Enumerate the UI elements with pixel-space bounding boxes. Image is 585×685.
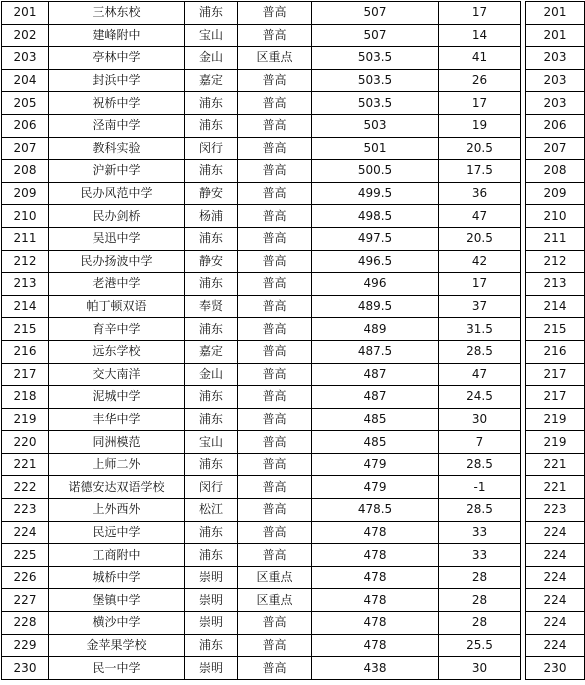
score-diff-cell: 17.5: [439, 160, 521, 183]
school-name-cell: 民办扬波中学: [49, 250, 185, 273]
school-name-cell: 老港中学: [49, 273, 185, 296]
district-cell: 浦东: [185, 453, 238, 476]
score-cell: 485: [312, 431, 439, 454]
score-diff-cell: 37: [439, 295, 521, 318]
district-cell: 浦东: [185, 273, 238, 296]
district-cell: 静安: [185, 182, 238, 205]
school-name-cell: 三林东校: [49, 2, 185, 25]
school-name-cell: 育辛中学: [49, 318, 185, 341]
tied-rank-cell: 224: [526, 521, 585, 544]
school-name-cell: 亭林中学: [49, 47, 185, 70]
table-row: [2, 521, 585, 544]
score-cell: 496.5: [312, 250, 439, 273]
rank-cell: 227: [2, 589, 49, 612]
rank-cell: 218: [2, 386, 49, 409]
table-row: [2, 431, 585, 454]
district-cell: 嘉定: [185, 69, 238, 92]
table-row: [2, 318, 585, 341]
rank-cell: 220: [2, 431, 49, 454]
school-name-cell: 吴迅中学: [49, 227, 185, 250]
score-cell: 479: [312, 476, 439, 499]
tied-rank-cell: 224: [526, 612, 585, 635]
score-diff-cell: 28.5: [439, 453, 521, 476]
tied-rank-cell: 214: [526, 295, 585, 318]
score-cell: 489: [312, 318, 439, 341]
tied-rank-cell: 217: [526, 386, 585, 409]
table-row: [2, 589, 585, 612]
tied-rank-cell: 230: [526, 657, 585, 680]
school-type-cell: 普高: [238, 250, 312, 273]
school-name-cell: 封浜中学: [49, 69, 185, 92]
school-type-cell: 普高: [238, 544, 312, 567]
rank-cell: 204: [2, 69, 49, 92]
score-cell: 478: [312, 612, 439, 635]
tied-rank-cell: 221: [526, 453, 585, 476]
school-name-cell: 诺德安达双语学校: [49, 476, 185, 499]
rank-cell: 223: [2, 499, 49, 522]
score-cell: 479: [312, 453, 439, 476]
rank-cell: 210: [2, 205, 49, 228]
table-row: [2, 250, 585, 273]
school-type-cell: 普高: [238, 92, 312, 115]
school-name-cell: 民办剑桥: [49, 205, 185, 228]
rank-cell: 222: [2, 476, 49, 499]
tied-rank-cell: 211: [526, 227, 585, 250]
school-type-cell: 普高: [238, 521, 312, 544]
rank-cell: 206: [2, 114, 49, 137]
tied-rank-cell: 219: [526, 408, 585, 431]
school-name-cell: 堡镇中学: [49, 589, 185, 612]
score-diff-cell: 36: [439, 182, 521, 205]
table-row: [2, 453, 585, 476]
table-row: [2, 114, 585, 137]
score-diff-cell: 20.5: [439, 227, 521, 250]
score-cell: 496: [312, 273, 439, 296]
rank-cell: 211: [2, 227, 49, 250]
tied-rank-cell: 213: [526, 273, 585, 296]
rank-cell: 215: [2, 318, 49, 341]
school-name-cell: 帕丁顿双语: [49, 295, 185, 318]
score-cell: 485: [312, 408, 439, 431]
table-row: [2, 92, 585, 115]
score-diff-cell: 30: [439, 408, 521, 431]
school-name-cell: 交大南洋: [49, 363, 185, 386]
score-diff-cell: 31.5: [439, 318, 521, 341]
score-cell: 487.5: [312, 340, 439, 363]
score-cell: 478: [312, 634, 439, 657]
school-type-cell: 普高: [238, 227, 312, 250]
table-row: [2, 182, 585, 205]
school-name-cell: 教科实验: [49, 137, 185, 160]
school-type-cell: 普高: [238, 363, 312, 386]
school-name-cell: 民一中学: [49, 657, 185, 680]
rank-cell: 217: [2, 363, 49, 386]
school-name-cell: 工商附中: [49, 544, 185, 567]
score-diff-cell: -1: [439, 476, 521, 499]
tied-rank-cell: 203: [526, 69, 585, 92]
score-diff-cell: 14: [439, 24, 521, 47]
tied-rank-cell: 216: [526, 340, 585, 363]
score-cell: 500.5: [312, 160, 439, 183]
district-cell: 杨浦: [185, 205, 238, 228]
rank-cell: 226: [2, 566, 49, 589]
tied-rank-cell: 203: [526, 92, 585, 115]
score-diff-cell: 33: [439, 521, 521, 544]
district-cell: 奉贤: [185, 295, 238, 318]
rank-cell: 219: [2, 408, 49, 431]
table-row: [2, 47, 585, 70]
district-cell: 浦东: [185, 114, 238, 137]
table-row: [2, 499, 585, 522]
score-diff-cell: 30: [439, 657, 521, 680]
score-cell: 497.5: [312, 227, 439, 250]
rank-cell: 228: [2, 612, 49, 635]
score-cell: 489.5: [312, 295, 439, 318]
score-diff-cell: 25.5: [439, 634, 521, 657]
school-type-cell: 普高: [238, 24, 312, 47]
school-type-cell: 普高: [238, 273, 312, 296]
school-type-cell: 普高: [238, 499, 312, 522]
district-cell: 浦东: [185, 92, 238, 115]
score-diff-cell: 41: [439, 47, 521, 70]
table-row: [2, 566, 585, 589]
table-row: [2, 2, 585, 25]
score-diff-cell: 17: [439, 2, 521, 25]
district-cell: 浦东: [185, 318, 238, 341]
district-cell: 宝山: [185, 431, 238, 454]
score-diff-cell: 17: [439, 92, 521, 115]
rank-cell: 207: [2, 137, 49, 160]
rank-cell: 208: [2, 160, 49, 183]
score-diff-cell: 26: [439, 69, 521, 92]
table-body: [2, 2, 585, 680]
rank-cell: 209: [2, 182, 49, 205]
tied-rank-cell: 207: [526, 137, 585, 160]
score-cell: 499.5: [312, 182, 439, 205]
tied-rank-cell: 210: [526, 205, 585, 228]
school-type-cell: 普高: [238, 386, 312, 409]
tied-rank-cell: 221: [526, 476, 585, 499]
district-cell: 崇明: [185, 589, 238, 612]
school-name-cell: 泥城中学: [49, 386, 185, 409]
tied-rank-cell: 206: [526, 114, 585, 137]
rank-cell: 213: [2, 273, 49, 296]
score-diff-cell: 20.5: [439, 137, 521, 160]
score-cell: 487: [312, 363, 439, 386]
tied-rank-cell: 224: [526, 589, 585, 612]
score-diff-cell: 17: [439, 273, 521, 296]
table-row: [2, 544, 585, 567]
district-cell: 浦东: [185, 521, 238, 544]
table-row: [2, 634, 585, 657]
school-name-cell: 上外西外: [49, 499, 185, 522]
school-type-cell: 普高: [238, 137, 312, 160]
tied-rank-cell: 209: [526, 182, 585, 205]
school-name-cell: 泾南中学: [49, 114, 185, 137]
score-diff-cell: 47: [439, 205, 521, 228]
tied-rank-cell: 201: [526, 24, 585, 47]
tied-rank-cell: 224: [526, 544, 585, 567]
score-cell: 498.5: [312, 205, 439, 228]
score-diff-cell: 28: [439, 612, 521, 635]
school-name-cell: 丰华中学: [49, 408, 185, 431]
score-cell: 503.5: [312, 47, 439, 70]
school-name-cell: 同洲模范: [49, 431, 185, 454]
school-type-cell: 区重点: [238, 589, 312, 612]
rank-cell: 230: [2, 657, 49, 680]
school-name-cell: 金苹果学校: [49, 634, 185, 657]
district-cell: 闵行: [185, 137, 238, 160]
tied-rank-cell: 223: [526, 499, 585, 522]
tied-rank-cell: 208: [526, 160, 585, 183]
tied-rank-cell: 217: [526, 363, 585, 386]
district-cell: 闵行: [185, 476, 238, 499]
score-diff-cell: 28.5: [439, 340, 521, 363]
table-row: [2, 476, 585, 499]
table-row: [2, 295, 585, 318]
table-row: [2, 386, 585, 409]
score-diff-cell: 28: [439, 566, 521, 589]
rank-cell: 216: [2, 340, 49, 363]
school-name-cell: 上师二外: [49, 453, 185, 476]
table-row: [2, 160, 585, 183]
school-type-cell: 普高: [238, 408, 312, 431]
score-cell: 478: [312, 589, 439, 612]
district-cell: 浦东: [185, 227, 238, 250]
table-row: [2, 137, 585, 160]
rank-cell: 202: [2, 24, 49, 47]
school-name-cell: 远东学校: [49, 340, 185, 363]
rank-cell: 229: [2, 634, 49, 657]
school-type-cell: 普高: [238, 2, 312, 25]
district-cell: 崇明: [185, 566, 238, 589]
rank-cell: 212: [2, 250, 49, 273]
rank-cell: 214: [2, 295, 49, 318]
score-cell: 478.5: [312, 499, 439, 522]
table-row: [2, 408, 585, 431]
score-diff-cell: 28.5: [439, 499, 521, 522]
score-cell: 501: [312, 137, 439, 160]
tied-rank-cell: 203: [526, 47, 585, 70]
table-row: [2, 24, 585, 47]
table-row: [2, 340, 585, 363]
rank-cell: 225: [2, 544, 49, 567]
tied-rank-cell: 219: [526, 431, 585, 454]
school-type-cell: 普高: [238, 205, 312, 228]
school-type-cell: 普高: [238, 453, 312, 476]
score-diff-cell: 7: [439, 431, 521, 454]
score-cell: 487: [312, 386, 439, 409]
rank-cell: 224: [2, 521, 49, 544]
score-cell: 503.5: [312, 92, 439, 115]
school-type-cell: 区重点: [238, 566, 312, 589]
school-name-cell: 横沙中学: [49, 612, 185, 635]
district-cell: 浦东: [185, 634, 238, 657]
school-type-cell: 普高: [238, 340, 312, 363]
district-cell: 浦东: [185, 160, 238, 183]
school-name-cell: 民办风范中学: [49, 182, 185, 205]
table-row: [2, 363, 585, 386]
school-type-cell: 普高: [238, 612, 312, 635]
score-cell: 478: [312, 544, 439, 567]
district-cell: 崇明: [185, 657, 238, 680]
school-type-cell: 普高: [238, 431, 312, 454]
school-name-cell: 建峰附中: [49, 24, 185, 47]
score-cell: 478: [312, 566, 439, 589]
table-row: [2, 205, 585, 228]
school-type-cell: 普高: [238, 69, 312, 92]
district-cell: 金山: [185, 47, 238, 70]
score-cell: 478: [312, 521, 439, 544]
score-diff-cell: 33: [439, 544, 521, 567]
table-row: [2, 227, 585, 250]
score-cell: 507: [312, 24, 439, 47]
score-cell: 438: [312, 657, 439, 680]
score-cell: 503: [312, 114, 439, 137]
table-row: [2, 612, 585, 635]
school-name-cell: 祝桥中学: [49, 92, 185, 115]
school-type-cell: 普高: [238, 160, 312, 183]
school-type-cell: 普高: [238, 295, 312, 318]
district-cell: 浦东: [185, 408, 238, 431]
tied-rank-cell: 201: [526, 2, 585, 25]
school-name-cell: 民远中学: [49, 521, 185, 544]
table-row: [2, 657, 585, 680]
district-cell: 宝山: [185, 24, 238, 47]
district-cell: 松江: [185, 499, 238, 522]
school-name-cell: 城桥中学: [49, 566, 185, 589]
table-row: [2, 69, 585, 92]
district-cell: 浦东: [185, 386, 238, 409]
tied-rank-cell: 212: [526, 250, 585, 273]
district-cell: 金山: [185, 363, 238, 386]
tied-rank-cell: 224: [526, 634, 585, 657]
rank-cell: 201: [2, 2, 49, 25]
score-diff-cell: 19: [439, 114, 521, 137]
score-diff-cell: 24.5: [439, 386, 521, 409]
district-cell: 静安: [185, 250, 238, 273]
district-cell: 浦东: [185, 2, 238, 25]
district-cell: 嘉定: [185, 340, 238, 363]
table-row: [2, 273, 585, 296]
school-type-cell: 普高: [238, 657, 312, 680]
school-type-cell: 普高: [238, 114, 312, 137]
ranking-table: [1, 1, 585, 680]
district-cell: 崇明: [185, 612, 238, 635]
district-cell: 浦东: [185, 544, 238, 567]
school-type-cell: 普高: [238, 634, 312, 657]
school-type-cell: 普高: [238, 476, 312, 499]
tied-rank-cell: 215: [526, 318, 585, 341]
rank-cell: 221: [2, 453, 49, 476]
tied-rank-cell: 224: [526, 566, 585, 589]
rank-cell: 203: [2, 47, 49, 70]
school-type-cell: 普高: [238, 318, 312, 341]
school-type-cell: 区重点: [238, 47, 312, 70]
school-type-cell: 普高: [238, 182, 312, 205]
score-diff-cell: 28: [439, 589, 521, 612]
score-cell: 507: [312, 2, 439, 25]
rank-cell: 205: [2, 92, 49, 115]
score-diff-cell: 47: [439, 363, 521, 386]
school-name-cell: 沪新中学: [49, 160, 185, 183]
score-diff-cell: 42: [439, 250, 521, 273]
score-cell: 503.5: [312, 69, 439, 92]
